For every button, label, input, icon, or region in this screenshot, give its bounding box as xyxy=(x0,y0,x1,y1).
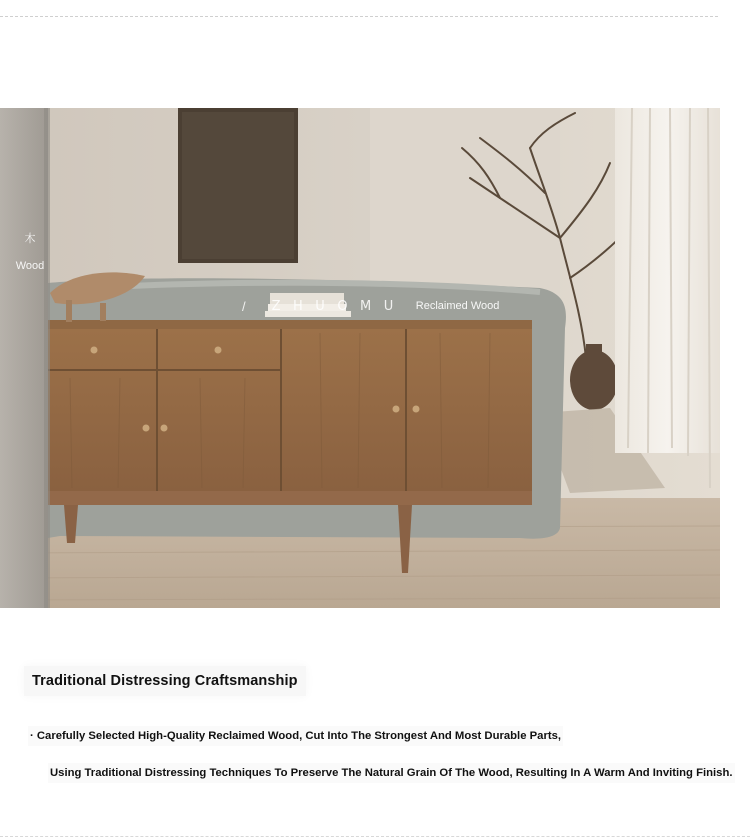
brand-tagline: Reclaimed Wood xyxy=(415,300,500,312)
section-title: Traditional Distressing Craftsmanship xyxy=(24,666,306,696)
brand-slash: / xyxy=(242,298,246,314)
hero-image xyxy=(0,108,720,608)
side-watermark-word: Wood xyxy=(15,260,45,272)
top-divider xyxy=(0,16,718,17)
side-watermark xyxy=(13,226,47,272)
bottom-divider xyxy=(0,836,750,837)
side-watermark-glyph: 木 xyxy=(24,233,36,245)
brand-overlay xyxy=(242,297,499,315)
description-line-1: · Carefully Selected High-Quality Reclaimed Wood, Cut Into The Strongest And Most Durable Parts, xyxy=(28,726,563,746)
brand-name: ZHUOMU xyxy=(271,298,406,314)
description-line-2: Using Traditional Distressing Techniques To Preserve The Natural Grain Of The Wood, Resulting In A Warm And Inviting Finish. xyxy=(48,763,735,783)
